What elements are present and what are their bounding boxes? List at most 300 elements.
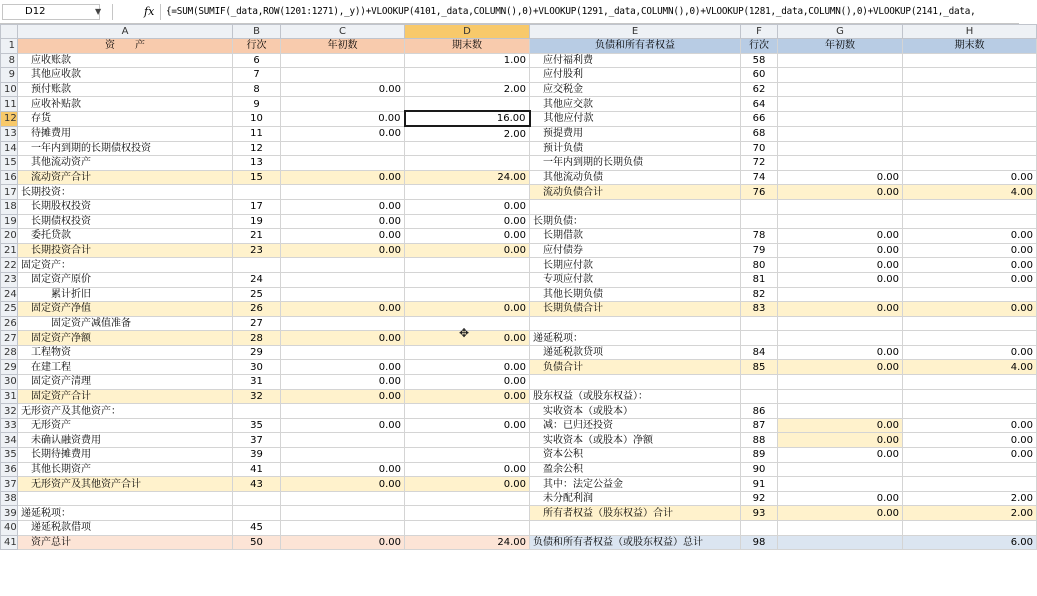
cell-h[interactable]: 0.00	[903, 272, 1037, 287]
cell-c[interactable]: 0.00	[281, 199, 405, 214]
cell-c[interactable]	[281, 287, 405, 302]
cell-a[interactable]: 无形资产及其他资产合计	[18, 477, 233, 492]
chevron-down-icon[interactable]: ▼	[95, 7, 102, 16]
cell-e[interactable]: 其中：法定公益金	[530, 477, 741, 492]
cell-e[interactable]: 长期负债：	[530, 214, 741, 229]
cell-f[interactable]: 66	[741, 111, 778, 126]
row-header[interactable]: 32	[1, 404, 18, 419]
cell-e[interactable]: 负债合计	[530, 360, 741, 375]
cell-b[interactable]: 29	[233, 345, 281, 360]
row-header[interactable]: 16	[1, 170, 18, 185]
row-header[interactable]: 30	[1, 375, 18, 390]
cell-a[interactable]: 固定资产原价	[18, 272, 233, 287]
cell-d[interactable]	[405, 141, 530, 156]
column-header-e[interactable]: E	[530, 25, 741, 39]
cell-c[interactable]	[281, 404, 405, 419]
cell-d[interactable]: 24.00	[405, 535, 530, 550]
cell-e[interactable]: 专项应付款	[530, 272, 741, 287]
cell-c[interactable]	[281, 506, 405, 521]
cell-d[interactable]	[405, 68, 530, 83]
cell-f[interactable]: 60	[741, 68, 778, 83]
cell-f[interactable]: 76	[741, 185, 778, 200]
cell-a[interactable]: 预付账款	[18, 82, 233, 97]
cell-f[interactable]	[741, 375, 778, 390]
cell-h[interactable]	[903, 316, 1037, 331]
cell-d[interactable]: 0.00	[405, 418, 530, 433]
cell-h[interactable]: 0.00	[903, 418, 1037, 433]
cell-a[interactable]: 未确认融资费用	[18, 433, 233, 448]
cell-h[interactable]	[903, 214, 1037, 229]
cell-h[interactable]	[903, 126, 1037, 141]
row-header[interactable]: 12	[1, 111, 18, 126]
cell-c[interactable]	[281, 53, 405, 68]
cell-e[interactable]: 负债和所有者权益（或股东权益）总计	[530, 535, 741, 550]
cell-g[interactable]	[778, 375, 903, 390]
cell-g[interactable]	[778, 389, 903, 404]
header-cell-line[interactable]: 行次	[233, 39, 281, 54]
cell-f[interactable]: 64	[741, 97, 778, 112]
cell-f[interactable]: 81	[741, 272, 778, 287]
cell-g[interactable]: 0.00	[778, 433, 903, 448]
cell-f[interactable]: 78	[741, 229, 778, 244]
cell-b[interactable]: 15	[233, 170, 281, 185]
row-header[interactable]: 18	[1, 199, 18, 214]
cell-c[interactable]	[281, 68, 405, 83]
cell-h[interactable]: 0.00	[903, 433, 1037, 448]
cell-b[interactable]	[233, 506, 281, 521]
cell-h[interactable]	[903, 97, 1037, 112]
cell-d[interactable]	[405, 272, 530, 287]
cell-c[interactable]: 0.00	[281, 302, 405, 317]
row-header[interactable]: 13	[1, 126, 18, 141]
cell-g[interactable]	[778, 111, 903, 126]
cell-e[interactable]	[530, 316, 741, 331]
cell-h[interactable]: 0.00	[903, 229, 1037, 244]
cell-a[interactable]: 长期投资合计	[18, 243, 233, 258]
cell-a[interactable]: 应收账款	[18, 53, 233, 68]
cell-d[interactable]: 2.00	[405, 82, 530, 97]
cell-a[interactable]: 固定资产清理	[18, 375, 233, 390]
cell-g[interactable]: 0.00	[778, 360, 903, 375]
cell-h[interactable]	[903, 331, 1037, 346]
cell-h[interactable]	[903, 375, 1037, 390]
cell-b[interactable]: 6	[233, 53, 281, 68]
cell-a[interactable]: 其他应收款	[18, 68, 233, 83]
cell-g[interactable]	[778, 156, 903, 171]
cell-g[interactable]	[778, 316, 903, 331]
cell-f[interactable]: 72	[741, 156, 778, 171]
cell-c[interactable]: 0.00	[281, 418, 405, 433]
cell-a[interactable]: 固定资产净值	[18, 302, 233, 317]
cell-b[interactable]: 43	[233, 477, 281, 492]
cell-a[interactable]: 其他流动资产	[18, 156, 233, 171]
cell-a[interactable]: 应收补贴款	[18, 97, 233, 112]
row-header[interactable]: 37	[1, 477, 18, 492]
row-header[interactable]: 9	[1, 68, 18, 83]
cell-c[interactable]: 0.00	[281, 389, 405, 404]
cell-b[interactable]: 10	[233, 111, 281, 126]
cell-c[interactable]: 0.00	[281, 229, 405, 244]
cell-b[interactable]: 23	[233, 243, 281, 258]
cell-d[interactable]	[405, 156, 530, 171]
cell-b[interactable]: 26	[233, 302, 281, 317]
cell-d[interactable]	[405, 97, 530, 112]
cell-h[interactable]: 6.00	[903, 535, 1037, 550]
cell-f[interactable]: 70	[741, 141, 778, 156]
cell-b[interactable]	[233, 491, 281, 506]
cell-h[interactable]: 4.00	[903, 185, 1037, 200]
row-header[interactable]: 35	[1, 448, 18, 463]
cell-c[interactable]	[281, 316, 405, 331]
row-header[interactable]: 25	[1, 302, 18, 317]
cell-b[interactable]	[233, 404, 281, 419]
cell-c[interactable]	[281, 258, 405, 273]
row-header[interactable]: 41	[1, 535, 18, 550]
cell-e[interactable]: 递延税款贷项	[530, 345, 741, 360]
row-header[interactable]: 22	[1, 258, 18, 273]
cell-h[interactable]: 2.00	[903, 506, 1037, 521]
cell-g[interactable]: 0.00	[778, 272, 903, 287]
cell-f[interactable]: 90	[741, 462, 778, 477]
cell-a[interactable]: 无形资产	[18, 418, 233, 433]
cell-f[interactable]	[741, 316, 778, 331]
cell-a[interactable]: 长期待摊费用	[18, 448, 233, 463]
row-header[interactable]: 28	[1, 345, 18, 360]
cell-g[interactable]	[778, 331, 903, 346]
cell-c[interactable]	[281, 448, 405, 463]
cell-f[interactable]: 68	[741, 126, 778, 141]
cell-f[interactable]	[741, 199, 778, 214]
cell-d[interactable]: 0.00	[405, 229, 530, 244]
cell-h[interactable]	[903, 462, 1037, 477]
cell-e[interactable]	[530, 521, 741, 536]
cell-b[interactable]: 39	[233, 448, 281, 463]
cell-h[interactable]: 0.00	[903, 302, 1037, 317]
cell-h[interactable]: 2.00	[903, 491, 1037, 506]
cell-f[interactable]: 83	[741, 302, 778, 317]
cell-c[interactable]: 0.00	[281, 462, 405, 477]
column-header-f[interactable]: F	[741, 25, 778, 39]
cell-g[interactable]	[778, 199, 903, 214]
cell-c[interactable]	[281, 433, 405, 448]
cell-f[interactable]	[741, 521, 778, 536]
cell-f[interactable]: 93	[741, 506, 778, 521]
cell-a[interactable]: 存货	[18, 111, 233, 126]
cell-b[interactable]	[233, 258, 281, 273]
cell-a[interactable]: 固定资产减值准备	[18, 316, 233, 331]
cell-g[interactable]: 0.00	[778, 345, 903, 360]
cell-f[interactable]: 62	[741, 82, 778, 97]
header-cell-begin[interactable]: 年初数	[281, 39, 405, 54]
cell-g[interactable]	[778, 462, 903, 477]
cell-a[interactable]: 固定资产合计	[18, 389, 233, 404]
cell-c[interactable]	[281, 491, 405, 506]
cell-b[interactable]: 35	[233, 418, 281, 433]
cell-d[interactable]: 0.00	[405, 477, 530, 492]
cell-g[interactable]: 0.00	[778, 491, 903, 506]
cell-g[interactable]	[778, 214, 903, 229]
row-header[interactable]: 11	[1, 97, 18, 112]
row-header[interactable]: 23	[1, 272, 18, 287]
row-header[interactable]: 29	[1, 360, 18, 375]
cell-e[interactable]: 预计负债	[530, 141, 741, 156]
cell-b[interactable]: 32	[233, 389, 281, 404]
cell-h[interactable]	[903, 141, 1037, 156]
cell-b[interactable]: 50	[233, 535, 281, 550]
cell-e[interactable]: 一年内到期的长期负债	[530, 156, 741, 171]
cell-d[interactable]	[405, 345, 530, 360]
cell-f[interactable]: 91	[741, 477, 778, 492]
row-header[interactable]: 15	[1, 156, 18, 171]
header-cell-line[interactable]: 行次	[741, 39, 778, 54]
cell-g[interactable]: 0.00	[778, 170, 903, 185]
cell-d[interactable]: 0.00	[405, 389, 530, 404]
cell-e[interactable]: 其他长期负债	[530, 287, 741, 302]
cell-c[interactable]: 0.00	[281, 360, 405, 375]
cell-b[interactable]: 37	[233, 433, 281, 448]
cell-d[interactable]	[405, 287, 530, 302]
cell-f[interactable]: 87	[741, 418, 778, 433]
insert-function-icon[interactable]: fx	[144, 5, 155, 18]
cell-e[interactable]: 实收资本（或股本）	[530, 404, 741, 419]
cell-f[interactable]: 92	[741, 491, 778, 506]
cell-c[interactable]	[281, 185, 405, 200]
cell-f[interactable]: 86	[741, 404, 778, 419]
cell-a[interactable]: 资产总计	[18, 535, 233, 550]
cell-b[interactable]: 19	[233, 214, 281, 229]
cell-e[interactable]: 流动负债合计	[530, 185, 741, 200]
cell-b[interactable]: 24	[233, 272, 281, 287]
row-header[interactable]: 14	[1, 141, 18, 156]
cell-d[interactable]: 24.00	[405, 170, 530, 185]
cell-g[interactable]	[778, 404, 903, 419]
cell-e[interactable]: 减：已归还投资	[530, 418, 741, 433]
cell-d[interactable]: 0.00	[405, 214, 530, 229]
cell-c[interactable]	[281, 521, 405, 536]
cell-c[interactable]	[281, 141, 405, 156]
cell-d[interactable]: 0.00	[405, 331, 530, 346]
cell-f[interactable]: 84	[741, 345, 778, 360]
cell-d[interactable]	[405, 433, 530, 448]
header-cell-end[interactable]: 期末数	[405, 39, 530, 54]
cell-a[interactable]: 固定资产净额	[18, 331, 233, 346]
header-cell-begin[interactable]: 年初数	[778, 39, 903, 54]
cell-h[interactable]: 0.00	[903, 258, 1037, 273]
row-header[interactable]: 8	[1, 53, 18, 68]
cell-f[interactable]: 74	[741, 170, 778, 185]
column-header-g[interactable]: G	[778, 25, 903, 39]
cell-h[interactable]	[903, 53, 1037, 68]
cell-b[interactable]	[233, 185, 281, 200]
cell-c[interactable]	[281, 345, 405, 360]
cell-g[interactable]	[778, 521, 903, 536]
row-header[interactable]: 17	[1, 185, 18, 200]
cell-d[interactable]	[405, 185, 530, 200]
cell-e[interactable]: 应交税金	[530, 82, 741, 97]
formula-input[interactable]: {=SUM(SUMIF(_data,ROW(1201:1271),_y))+VLOOKUP(4101,_data,COLUMN(),0)+VLOOKUP(1291,_data,COLUMN(),0)+VLOOKUP(1281,_data,COLUMN(),0)+VLOOKUP(2141,_data,	[166, 6, 976, 17]
active-cell[interactable]: 16.00	[405, 111, 530, 126]
cell-e[interactable]: 未分配利润	[530, 491, 741, 506]
cell-d[interactable]: 0.00	[405, 243, 530, 258]
cell-c[interactable]: 0.00	[281, 331, 405, 346]
cell-h[interactable]: 4.00	[903, 360, 1037, 375]
header-cell-assets[interactable]: 资 产	[18, 39, 233, 54]
row-header[interactable]: 33	[1, 418, 18, 433]
cell-a[interactable]: 其他长期资产	[18, 462, 233, 477]
column-header-h[interactable]: H	[903, 25, 1037, 39]
cell-f[interactable]: 89	[741, 448, 778, 463]
cell-d[interactable]	[405, 506, 530, 521]
column-header-d[interactable]: D	[405, 25, 530, 39]
cell-c[interactable]: 0.00	[281, 111, 405, 126]
cell-e[interactable]: 预提费用	[530, 126, 741, 141]
cell-f[interactable]	[741, 331, 778, 346]
row-header[interactable]: 38	[1, 491, 18, 506]
cell-e[interactable]: 应付债券	[530, 243, 741, 258]
cell-d[interactable]: 0.00	[405, 375, 530, 390]
cell-e[interactable]: 股东权益（或股东权益）：	[530, 389, 741, 404]
row-header[interactable]: 21	[1, 243, 18, 258]
cell-e[interactable]: 其他应交款	[530, 97, 741, 112]
column-header-c[interactable]: C	[281, 25, 405, 39]
cell-b[interactable]: 17	[233, 199, 281, 214]
cell-b[interactable]: 12	[233, 141, 281, 156]
cell-c[interactable]: 0.00	[281, 126, 405, 141]
select-all-corner[interactable]	[1, 25, 18, 39]
cell-d[interactable]: 0.00	[405, 302, 530, 317]
cell-g[interactable]	[778, 287, 903, 302]
cell-g[interactable]	[778, 82, 903, 97]
cell-a[interactable]: 长期债权投资	[18, 214, 233, 229]
cell-e[interactable]: 递延税项：	[530, 331, 741, 346]
cell-f[interactable]	[741, 214, 778, 229]
cell-g[interactable]	[778, 97, 903, 112]
cell-h[interactable]	[903, 521, 1037, 536]
row-header[interactable]: 34	[1, 433, 18, 448]
cell-b[interactable]: 27	[233, 316, 281, 331]
column-header-a[interactable]: A	[18, 25, 233, 39]
cell-e[interactable]: 长期应付款	[530, 258, 741, 273]
cell-h[interactable]: 0.00	[903, 170, 1037, 185]
row-header[interactable]: 31	[1, 389, 18, 404]
cell-h[interactable]	[903, 156, 1037, 171]
cell-a[interactable]: 流动资产合计	[18, 170, 233, 185]
cell-f[interactable]: 98	[741, 535, 778, 550]
cell-g[interactable]	[778, 53, 903, 68]
cell-c[interactable]: 0.00	[281, 82, 405, 97]
cell-f[interactable]: 80	[741, 258, 778, 273]
row-header[interactable]: 24	[1, 287, 18, 302]
cell-h[interactable]	[903, 199, 1037, 214]
row-header[interactable]: 27	[1, 331, 18, 346]
cell-h[interactable]	[903, 389, 1037, 404]
cell-a[interactable]: 递延税款借项	[18, 521, 233, 536]
cell-h[interactable]: 0.00	[903, 243, 1037, 258]
cell-h[interactable]	[903, 477, 1037, 492]
cell-e[interactable]: 所有者权益（股东权益）合计	[530, 506, 741, 521]
cell-e[interactable]: 资本公积	[530, 448, 741, 463]
cell-g[interactable]: 0.00	[778, 258, 903, 273]
cell-d[interactable]	[405, 491, 530, 506]
cell-c[interactable]: 0.00	[281, 535, 405, 550]
cell-c[interactable]: 0.00	[281, 375, 405, 390]
cell-e[interactable]: 实收资本（或股本）净额	[530, 433, 741, 448]
cell-c[interactable]	[281, 97, 405, 112]
header-cell-end[interactable]: 期末数	[903, 39, 1037, 54]
cell-b[interactable]: 7	[233, 68, 281, 83]
cell-a[interactable]	[18, 491, 233, 506]
cell-f[interactable]: 58	[741, 53, 778, 68]
cell-c[interactable]: 0.00	[281, 477, 405, 492]
cell-d[interactable]: 0.00	[405, 462, 530, 477]
cell-c[interactable]	[281, 272, 405, 287]
cell-b[interactable]: 41	[233, 462, 281, 477]
cell-b[interactable]: 31	[233, 375, 281, 390]
cell-f[interactable]: 79	[741, 243, 778, 258]
cell-e[interactable]	[530, 375, 741, 390]
cell-g[interactable]: 0.00	[778, 418, 903, 433]
cell-e[interactable]: 应付福利费	[530, 53, 741, 68]
cell-h[interactable]	[903, 82, 1037, 97]
cell-c[interactable]: 0.00	[281, 170, 405, 185]
cell-f[interactable]	[741, 389, 778, 404]
cell-a[interactable]: 固定资产：	[18, 258, 233, 273]
cell-b[interactable]: 25	[233, 287, 281, 302]
cell-a[interactable]: 工程物资	[18, 345, 233, 360]
cell-a[interactable]: 累计折旧	[18, 287, 233, 302]
cell-c[interactable]	[281, 156, 405, 171]
name-box[interactable]: D12	[2, 4, 100, 20]
cell-e[interactable]: 盈余公积	[530, 462, 741, 477]
cell-b[interactable]: 13	[233, 156, 281, 171]
cell-b[interactable]: 8	[233, 82, 281, 97]
cell-e[interactable]: 其他流动负债	[530, 170, 741, 185]
cell-h[interactable]	[903, 287, 1037, 302]
cell-h[interactable]	[903, 404, 1037, 419]
cell-b[interactable]: 30	[233, 360, 281, 375]
cell-f[interactable]: 88	[741, 433, 778, 448]
cell-d[interactable]	[405, 521, 530, 536]
cell-e[interactable]	[530, 199, 741, 214]
cell-b[interactable]: 11	[233, 126, 281, 141]
column-header-b[interactable]: B	[233, 25, 281, 39]
cell-h[interactable]: 0.00	[903, 448, 1037, 463]
cell-b[interactable]: 45	[233, 521, 281, 536]
cell-d[interactable]: 0.00	[405, 199, 530, 214]
cell-d[interactable]	[405, 448, 530, 463]
cell-c[interactable]: 0.00	[281, 243, 405, 258]
cell-b[interactable]: 21	[233, 229, 281, 244]
cell-g[interactable]	[778, 126, 903, 141]
cell-a[interactable]: 委托贷款	[18, 229, 233, 244]
cell-a[interactable]: 无形资产及其他资产：	[18, 404, 233, 419]
cell-b[interactable]: 28	[233, 331, 281, 346]
row-header[interactable]: 20	[1, 229, 18, 244]
cell-e[interactable]: 长期负债合计	[530, 302, 741, 317]
header-cell-liabilities[interactable]: 负债和所有者权益	[530, 39, 741, 54]
row-header[interactable]: 10	[1, 82, 18, 97]
cell-g[interactable]: 0.00	[778, 185, 903, 200]
cell-e[interactable]: 其他应付款	[530, 111, 741, 126]
cell-g[interactable]: 0.00	[778, 506, 903, 521]
cell-a[interactable]: 待摊费用	[18, 126, 233, 141]
cell-a[interactable]: 长期投资：	[18, 185, 233, 200]
cell-a[interactable]: 长期股权投资	[18, 199, 233, 214]
cell-g[interactable]	[778, 477, 903, 492]
row-header[interactable]: 39	[1, 506, 18, 521]
row-header[interactable]: 26	[1, 316, 18, 331]
cell-b[interactable]: 9	[233, 97, 281, 112]
